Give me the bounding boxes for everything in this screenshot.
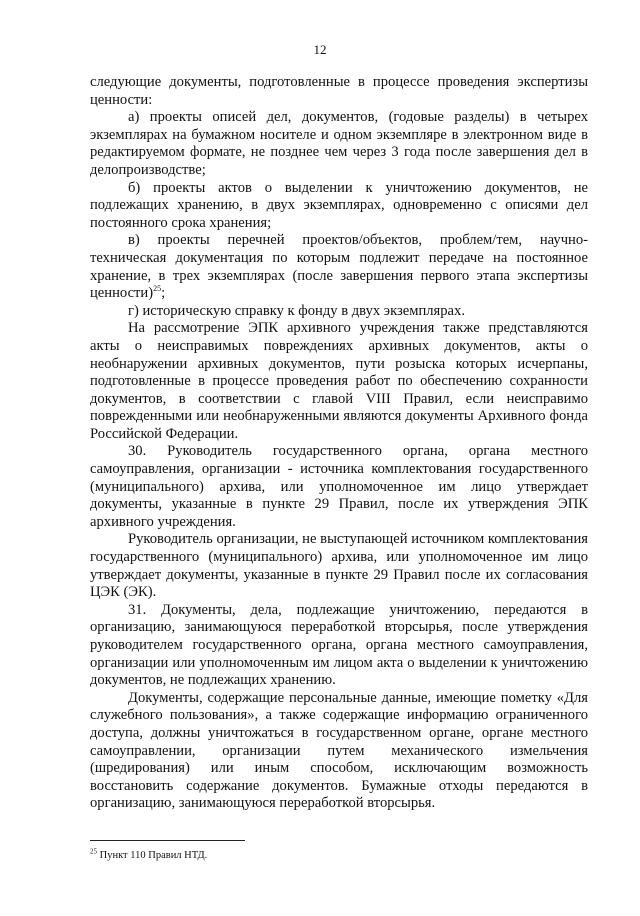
paragraph-personal-data: Документы, содержащие персональные данные, имеющие пометку «Для служебного пользования», а также содержащие информацию ограниченного доступа, должны уничтожаться в государственном органе, органе местного самоуправлении, организации путем механического измельчения (шредирования) или иным способом, исключающим возможность восстановить содержание документов. Бумажные отходы передаются в организацию, занимающуюся переработкой вторсырья. — [90, 689, 588, 812]
paragraph-epk-acts: На рассмотрение ЭПК архивного учреждения также представляются акты о неисправимых повреждениях архивных документов, акты о необнаружении архивных документов, пути розыска которых исчерпаны, подготовленные в процессе проведения работ по обеспечению сохранности документов, в соответствии с главой VIII Правил, если неисправимо поврежденными или необнаруженными являются документы Архивного фонда Российской Федерации. — [90, 320, 588, 442]
paragraph-item-v-text: в) проекты перечней проектов/объектов, проблем/тем, научно-техническая документация по которым подлежит передаче на постоянное хранение, в трех экземплярах (после завершения первого этапа экспертизы ценности) — [90, 232, 588, 302]
paragraph-item-v-punct: ; — [161, 285, 166, 302]
paragraph-item-b: б) проекты актов о выделении к уничтожению документов, не подлежащих хранению, в двух экземплярах, одновременно с описями дел постоянного срока хранения; — [90, 179, 588, 231]
footnote-divider — [90, 840, 245, 841]
paragraph-item-g: г) историческую справку к фонду в двух экземплярах. — [128, 302, 465, 319]
paragraph-org-head: Руководитель организации, не выступающей источником комплектования государственного (муниципального) архива, или уполномоченное им лицо утверждает документы, указанные в пункте 29 Правил после их согласования ЦЭК (ЭК). — [90, 531, 588, 601]
page-number: 12 — [313, 42, 327, 57]
footnote — [90, 849, 207, 862]
paragraph-item-a: а) проекты описей дел, документов, (годовые разделы) в четырех экземплярах на бумажном носителе и одном экземпляре в электронном виде в редактируемом формате, не позднее чем через 3 года после завершения дел в делопроизводстве; — [90, 109, 588, 178]
footnote-marker: 25 — [90, 847, 97, 856]
paragraph-item-v — [90, 232, 588, 302]
paragraph-clause-31: 31. Документы, дела, подлежащие уничтожению, передаются в организацию, занимающуюся переработкой вторсырья, после утверждения руководителем государственного органа, органа местного самоуправления, организации или уполномоченным им лицом акта о выделении к уничтожению документов, не подлежащих хранению. — [90, 601, 588, 689]
main-text — [90, 74, 588, 813]
footnote-reference: 25 — [153, 284, 162, 294]
paragraph-intro: следующие документы, подготовленные в процессе проведения экспертизы ценности: — [90, 74, 588, 108]
paragraph-clause-30: 30. Руководитель государственного органа, органа местного самоуправления, организации - источника комплектования государственного (муниципального) архива, или уполномоченное им лицо утверждает документы, указанные в пункте 29 Правил, после их утверждения ЭПК архивного учреждения. — [90, 443, 588, 530]
footnote-text: Пункт 110 Правил НТД. — [99, 850, 208, 861]
